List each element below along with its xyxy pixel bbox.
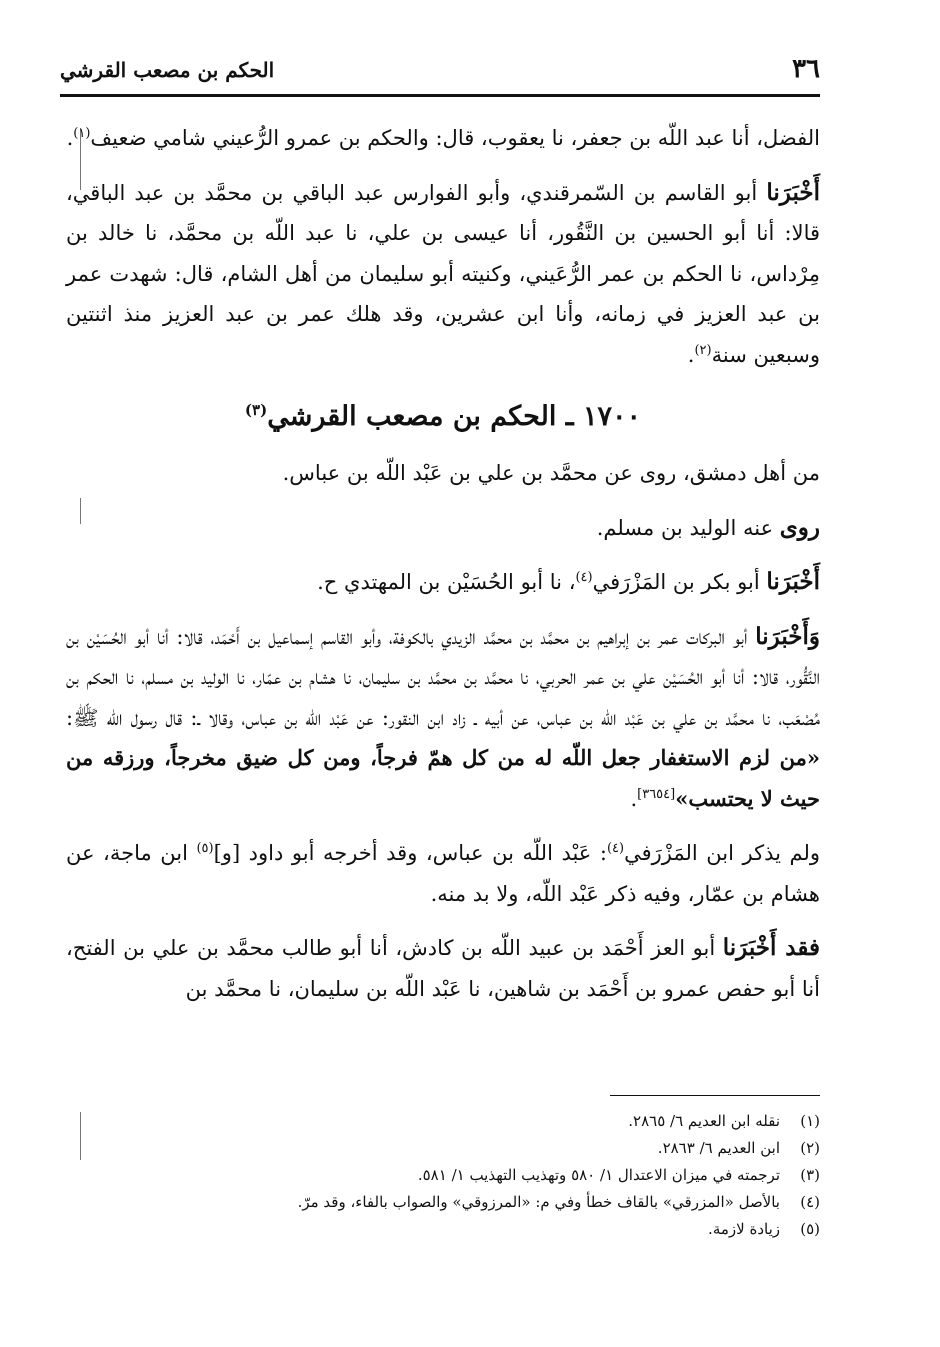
keyword-akhbarana: أَخْبَرَنا bbox=[766, 568, 820, 595]
paragraph-text: الفضل، أنا عبد اللّه بن جعفر، نا يعقوب، قال: والحكم بن عمرو الرُّعيني شامي ضعيف bbox=[90, 126, 820, 150]
paragraph-text: عنه الوليد بن مسلم. bbox=[596, 515, 780, 540]
footnote-ref: (٤) bbox=[606, 841, 625, 856]
footnote bbox=[66, 1162, 820, 1189]
footnote bbox=[66, 1216, 820, 1243]
paragraph bbox=[66, 173, 820, 376]
paragraph bbox=[66, 833, 820, 914]
paragraph-text: : عَبْد اللّه بن عباس، وقد أخرجه أبو داود [و] bbox=[213, 841, 607, 865]
footnote-ref: (١) bbox=[73, 126, 91, 141]
paragraph bbox=[66, 118, 820, 159]
paragraph-tail: . bbox=[66, 126, 74, 150]
footnote-number: (٢) bbox=[800, 1139, 820, 1157]
paragraph-text: أبو العز أَحْمَد بن عبيد اللّه بن كادش، أنا أبو طالب محمَّد بن علي بن الفتح، أنا أبو حفص عمرو بن أَحْمَد بن شاهين، نا عَبْد اللّه بن سليمان، نا محمَّد بن bbox=[66, 936, 820, 1001]
footnote-number: (٤) bbox=[800, 1193, 820, 1211]
footnote-text: ابن العديم ٦/ ٢٨٦٣. bbox=[657, 1139, 780, 1157]
page-header bbox=[60, 52, 820, 97]
footnote-ref: (٣) bbox=[244, 401, 268, 419]
footnotes bbox=[66, 1108, 820, 1243]
paragraph bbox=[66, 508, 820, 549]
page-number: ٣٦ bbox=[792, 54, 820, 84]
footnote-separator bbox=[610, 1095, 820, 1096]
paragraph-tail: ابن ماجة، عن هشام بن عمّار، وفيه ذكر عَبْد اللّه، ولا بد منه. bbox=[66, 841, 820, 906]
footnote-text: بالأصل «المزرقي» بالقاف خطأ وفي م: «المرزوقي» والصواب بالفاء، وقد مرّ. bbox=[297, 1193, 780, 1211]
running-title: الحكم بن مصعب القرشي bbox=[60, 58, 275, 82]
paragraph bbox=[66, 562, 820, 603]
footnote bbox=[66, 1135, 820, 1162]
paragraph-text: ولم يذكر ابن المَزْرَفي bbox=[624, 841, 821, 865]
paragraph-text: أبو البركات عمر بن إبراهيم بن محمَّد بن محمَّد الزيدي بالكوفة، وأبو القاسم إسماعيل بن أَحْمَد، قالا: أنا أبو الحُسَيْن بن النَّقُّور، قالا: أنا أبو الحُسَيْن علي بن عمر الحربي، نا محمَّد بن محمَّد بن سليمان، نا هشام بن عمّار، نا الوليد بن مسلم، نا الحكم بن مُصْعَب، نا محمَّد بن علي بن عَبْد اللّه بن عباس، عن أبيه ـ زاد ابن النقور: عن عَبْد اللّه بن عباس، وقالا ـ: قال رسول اللّه ﷺ: bbox=[66, 624, 820, 730]
footnote-ref: (٢) bbox=[694, 342, 712, 358]
footnote-number: (٣) bbox=[800, 1166, 820, 1184]
hadith-number: [٣٦٥٤] bbox=[637, 786, 676, 802]
paragraph-text: أبو بكر بن المَزْرَفي bbox=[592, 570, 767, 594]
paragraph bbox=[66, 928, 820, 1009]
keyword-rawa: روى bbox=[779, 513, 820, 541]
paragraph-tail: ، نا أبو الحُسَيْن بن المهتدي ح. bbox=[317, 570, 576, 594]
paragraph-tail: . bbox=[630, 786, 638, 811]
footnote bbox=[66, 1189, 820, 1216]
footnote-text: نقله ابن العديم ٦/ ٢٨٦٥. bbox=[628, 1112, 780, 1130]
paragraph bbox=[66, 617, 820, 820]
paragraph-text: من أهل دمشق، روى عن محمَّد بن علي بن عَبْد اللّه بن عباس. bbox=[282, 461, 820, 485]
entry-heading bbox=[66, 397, 820, 437]
entry-heading-text: ١٧٠٠ ـ الحكم بن مصعب القرشي bbox=[267, 401, 642, 432]
keyword-akhbarana: أَخْبَرَنا bbox=[766, 178, 820, 206]
footnote-ref: (٤) bbox=[575, 570, 593, 585]
footnote bbox=[66, 1108, 820, 1135]
keyword-wa-akhbarana: وَأَخْبَرَنا bbox=[755, 622, 820, 650]
paragraph bbox=[66, 453, 820, 494]
paragraph-text: أبو القاسم بن السّمرقندي، وأبو الفوارس عبد الباقي بن محمَّد بن عبد الباقي، قالا: أنا أبو الحسين بن النَّقُور، أنا عيسى بن علي، نا عبد اللّه بن محمَّد، نا خالد بن مِرْداس، نا الحكم بن عمر الرُّعَيني، وكنيته أبو سليمان من أهل الشام، قال: شهدت عمر بن عبد العزيز في زمانه، وأنا ابن عشرين، وقد هلك عمر بن عبد العزيز منذ اثنتين وسبعين سنة bbox=[66, 180, 820, 367]
footnote-number: (٥) bbox=[800, 1220, 820, 1238]
paragraph-tail: . bbox=[687, 342, 695, 367]
footnote-text: ترجمته في ميزان الاعتدال ١/ ٥٨٠ وتهذيب التهذيب ١/ ٥٨١. bbox=[417, 1166, 780, 1184]
keyword-faqad-akhbarana: فقد أَخْبَرَنا bbox=[722, 934, 821, 961]
footnote-text: زيادة لازمة. bbox=[708, 1220, 780, 1238]
footnote-ref: (٥) bbox=[196, 841, 214, 856]
main-text bbox=[66, 118, 820, 1009]
footnote-number: (١) bbox=[800, 1112, 820, 1130]
hadith-text: «من لزم الاستغفار جعل اللّه له من كل همّ فرجاً، ومن كل ضيق مخرجاً، ورزقه من حيث لا يحتسب» bbox=[66, 745, 820, 811]
